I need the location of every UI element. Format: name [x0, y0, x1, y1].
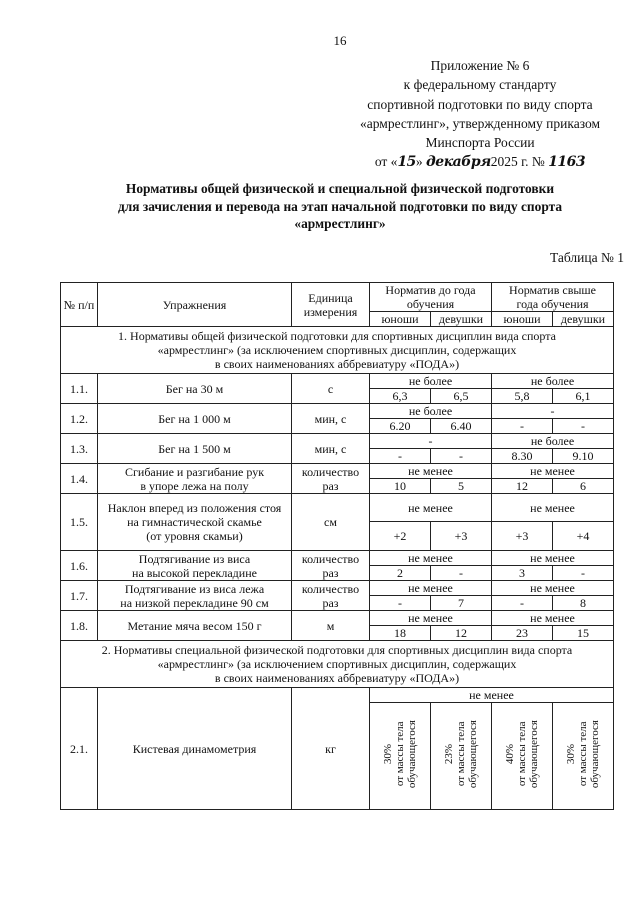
norm-row — [61, 404, 614, 419]
unit-line: раз — [322, 478, 339, 493]
norm-row — [61, 494, 614, 522]
header-group-line: обучения — [406, 297, 455, 311]
value-girls-first-year: 12 — [431, 626, 492, 641]
value-girls-first-year: 7 — [431, 596, 492, 611]
value-boys-first-year: 6.20 — [370, 419, 431, 434]
section-1-title — [61, 327, 614, 374]
value-girls-over-year: +4 — [553, 522, 614, 551]
header-group-line: Норматив до года — [385, 283, 476, 297]
row-exercise — [98, 464, 292, 494]
condition-over-year: не менее — [492, 494, 614, 522]
header-unit-line: измерения — [303, 304, 358, 319]
handwritten-day: 15 — [397, 154, 416, 171]
handwritten-month: декабря — [426, 154, 491, 171]
table-label: Таблица № 1 — [550, 250, 624, 265]
title-line: для зачисления и перевода на этап начальной подготовки по виду спорта — [117, 198, 563, 214]
value-girls-first-year: +3 — [431, 522, 492, 551]
row-num: 2.1. — [61, 688, 98, 810]
header-girls: девушки — [431, 312, 492, 327]
exercise-line: Наклон вперед из положения стоя — [107, 501, 282, 515]
exercise-line: Подтягивание из виса лежа — [124, 581, 265, 596]
unit-line: см — [324, 515, 337, 529]
unit-line: раз — [322, 595, 339, 610]
section-1-row — [61, 327, 614, 374]
unit-line: м — [326, 618, 335, 633]
value-boys-over-year: - — [492, 419, 553, 434]
condition-first-year: не менее — [370, 494, 492, 522]
row-num: 1.1. — [61, 374, 98, 404]
value-boys-first-year: 18 — [370, 626, 431, 641]
value-boys-over-year: 8.30 — [492, 449, 553, 464]
value-boys-over-year: 40% от массы тела обучающегося — [492, 703, 553, 810]
exercise-line: Бег на 30 м — [165, 381, 224, 396]
row-exercise — [98, 581, 292, 611]
header-group-line: Норматив свыше — [509, 283, 596, 297]
unit-line: количество — [301, 551, 360, 566]
document-title — [60, 180, 620, 233]
row-2-1-condition — [61, 688, 614, 703]
title-line: Нормативы общей физической и специальной физической подготовки — [125, 181, 555, 196]
appendix-line: Приложение № 6 — [430, 58, 530, 73]
header-row — [61, 283, 614, 312]
exercise-line: на гимнастической скамье — [127, 515, 262, 529]
order-date-line — [330, 152, 630, 172]
condition-first-year: не менее — [370, 611, 492, 626]
row-exercise — [98, 404, 292, 434]
row-num: 1.8. — [61, 611, 98, 641]
value-girls-over-year: 9.10 — [553, 449, 614, 464]
condition-cell: не менее — [370, 688, 614, 703]
value-girls-first-year: - — [431, 566, 492, 581]
value-girls-first-year: 6,5 — [431, 389, 492, 404]
norms-table — [60, 282, 614, 810]
appendix-line: «армрестлинг», утвержденному приказом — [359, 115, 600, 131]
header-boys: юноши — [492, 312, 553, 327]
value-boys-first-year: 2 — [370, 566, 431, 581]
value-girls-over-year: 6 — [553, 479, 614, 494]
header-unit-line: Единица — [308, 290, 353, 305]
exercise-line: Подтягивание из виса — [138, 551, 251, 566]
unit-line: раз — [322, 565, 339, 580]
exercise-line: Метание мяча весом 150 г — [127, 618, 262, 633]
header-exercise: Упражнения — [98, 283, 292, 327]
value-girls-over-year: 8 — [553, 596, 614, 611]
value-girls-first-year: 23% от массы тела обучающегося — [431, 703, 492, 810]
unit-line: количество — [301, 464, 360, 479]
row-num: 1.5. — [61, 494, 98, 551]
condition-first-year: не менее — [370, 551, 492, 566]
condition-over-year: не менее — [492, 551, 614, 566]
unit-line: количество — [301, 581, 360, 596]
header-group-line: года обучения — [516, 297, 589, 311]
appendix-block — [330, 56, 630, 173]
row-num: 1.2. — [61, 404, 98, 434]
row-exercise — [98, 374, 292, 404]
value-boys-first-year: - — [370, 596, 431, 611]
row-exercise — [98, 494, 292, 551]
norm-row — [61, 374, 614, 389]
condition-first-year: не более — [370, 374, 492, 389]
section-2-row — [61, 641, 614, 688]
value-girls-first-year: 5 — [431, 479, 492, 494]
section-line: в своих наименованиях аббревиатуру «ПОДА») — [214, 357, 460, 371]
section-line: в своих наименованиях аббревиатуру «ПОДА») — [214, 671, 460, 685]
row-unit — [292, 464, 370, 494]
value-girls-over-year: 15 — [553, 626, 614, 641]
appendix-line: спортивной подготовки по виду спорта — [367, 96, 593, 112]
value-girls-first-year: - — [431, 449, 492, 464]
exercise-line: (от уровня скамьи) — [146, 529, 243, 543]
row-exercise — [98, 434, 292, 464]
row-unit — [292, 611, 370, 641]
condition-over-year: - — [492, 404, 614, 419]
norms-rows — [61, 374, 614, 641]
value-boys-first-year: - — [370, 449, 431, 464]
condition-first-year: - — [370, 434, 492, 449]
condition-over-year: не менее — [492, 611, 614, 626]
date-year: 2025 г. № — [490, 154, 545, 170]
header-girls: девушки — [553, 312, 614, 327]
value-boys-first-year: 10 — [370, 479, 431, 494]
value-boys-over-year: 5,8 — [492, 389, 553, 404]
value-boys-over-year: +3 — [492, 522, 553, 551]
value-boys-over-year: 23 — [492, 626, 553, 641]
appendix-line: к федеральному стандарту — [403, 77, 557, 93]
unit-line: мин, с — [314, 441, 347, 456]
section-line: 1. Нормативы общей физической подготовки для спортивных дисциплин вида спорта — [118, 329, 556, 343]
condition-first-year: не менее — [370, 581, 492, 596]
row-unit: кг — [292, 688, 370, 810]
condition-over-year: не более — [492, 374, 614, 389]
value-boys-over-year: - — [492, 596, 553, 611]
norm-row — [61, 581, 614, 596]
handwritten-order-number: 1163 — [548, 154, 586, 171]
row-num: 1.4. — [61, 464, 98, 494]
row-unit — [292, 434, 370, 464]
condition-over-year: не менее — [492, 464, 614, 479]
value-girls-over-year: 30% от массы тела обучающегося — [553, 703, 614, 810]
section-2-title — [61, 641, 614, 688]
row-exercise — [98, 551, 292, 581]
exercise-line: Бег на 1 500 м — [158, 441, 231, 456]
norm-row — [61, 611, 614, 626]
row-num: 1.7. — [61, 581, 98, 611]
value-boys-over-year: 12 — [492, 479, 553, 494]
exercise-line: на низкой перекладине 90 см — [120, 595, 269, 610]
unit-line: с — [327, 381, 334, 396]
norm-row — [61, 551, 614, 566]
row-num: 1.3. — [61, 434, 98, 464]
row-unit — [292, 551, 370, 581]
page-number: 16 — [333, 33, 347, 48]
row-exercise — [98, 611, 292, 641]
title-line: «армрестлинг» — [294, 216, 386, 231]
date-separator: » — [415, 154, 423, 170]
value-boys-first-year: +2 — [370, 522, 431, 551]
norm-row — [61, 434, 614, 449]
row-unit — [292, 374, 370, 404]
value-girls-first-year: 6.40 — [431, 419, 492, 434]
condition-first-year: не более — [370, 404, 492, 419]
exercise-line: на высокой перекладине — [132, 565, 257, 580]
exercise-line: Бег на 1 000 м — [158, 411, 231, 426]
unit-line: мин, с — [314, 411, 347, 426]
value-girls-over-year: 6,1 — [553, 389, 614, 404]
header-unit — [292, 283, 370, 327]
row-unit — [292, 581, 370, 611]
date-prefix: от « — [374, 154, 398, 170]
section-line: 2. Нормативы специальной физической подготовки для спортивных дисциплин вида спорта — [101, 643, 573, 657]
value-boys-first-year: 6,3 — [370, 389, 431, 404]
value-boys-over-year: 3 — [492, 566, 553, 581]
row-exercise: Кистевая динамометрия — [98, 688, 292, 810]
condition-over-year: не менее — [492, 581, 614, 596]
appendix-line: Минспорта России — [425, 135, 535, 151]
header-group-first-year — [370, 283, 492, 312]
section-line: «армрестлинг» (за исключением спортивных дисциплин, содержащих — [157, 657, 517, 671]
header-group-over-year — [492, 283, 614, 312]
norm-row — [61, 464, 614, 479]
row-unit — [292, 494, 370, 551]
exercise-line: в упоре лежа на полу — [140, 478, 249, 493]
row-num: 1.6. — [61, 551, 98, 581]
value-boys-first-year: 30% от массы тела обучающегося — [370, 703, 431, 810]
row-unit — [292, 404, 370, 434]
value-girls-over-year: - — [553, 566, 614, 581]
header-num: № п/п — [61, 283, 98, 327]
section-line: «армрестлинг» (за исключением спортивных дисциплин, содержащих — [157, 343, 517, 357]
condition-over-year: не более — [492, 434, 614, 449]
header-boys: юноши — [370, 312, 431, 327]
exercise-line: Сгибание и разгибание рук — [124, 464, 265, 479]
value-girls-over-year: - — [553, 419, 614, 434]
condition-first-year: не менее — [370, 464, 492, 479]
